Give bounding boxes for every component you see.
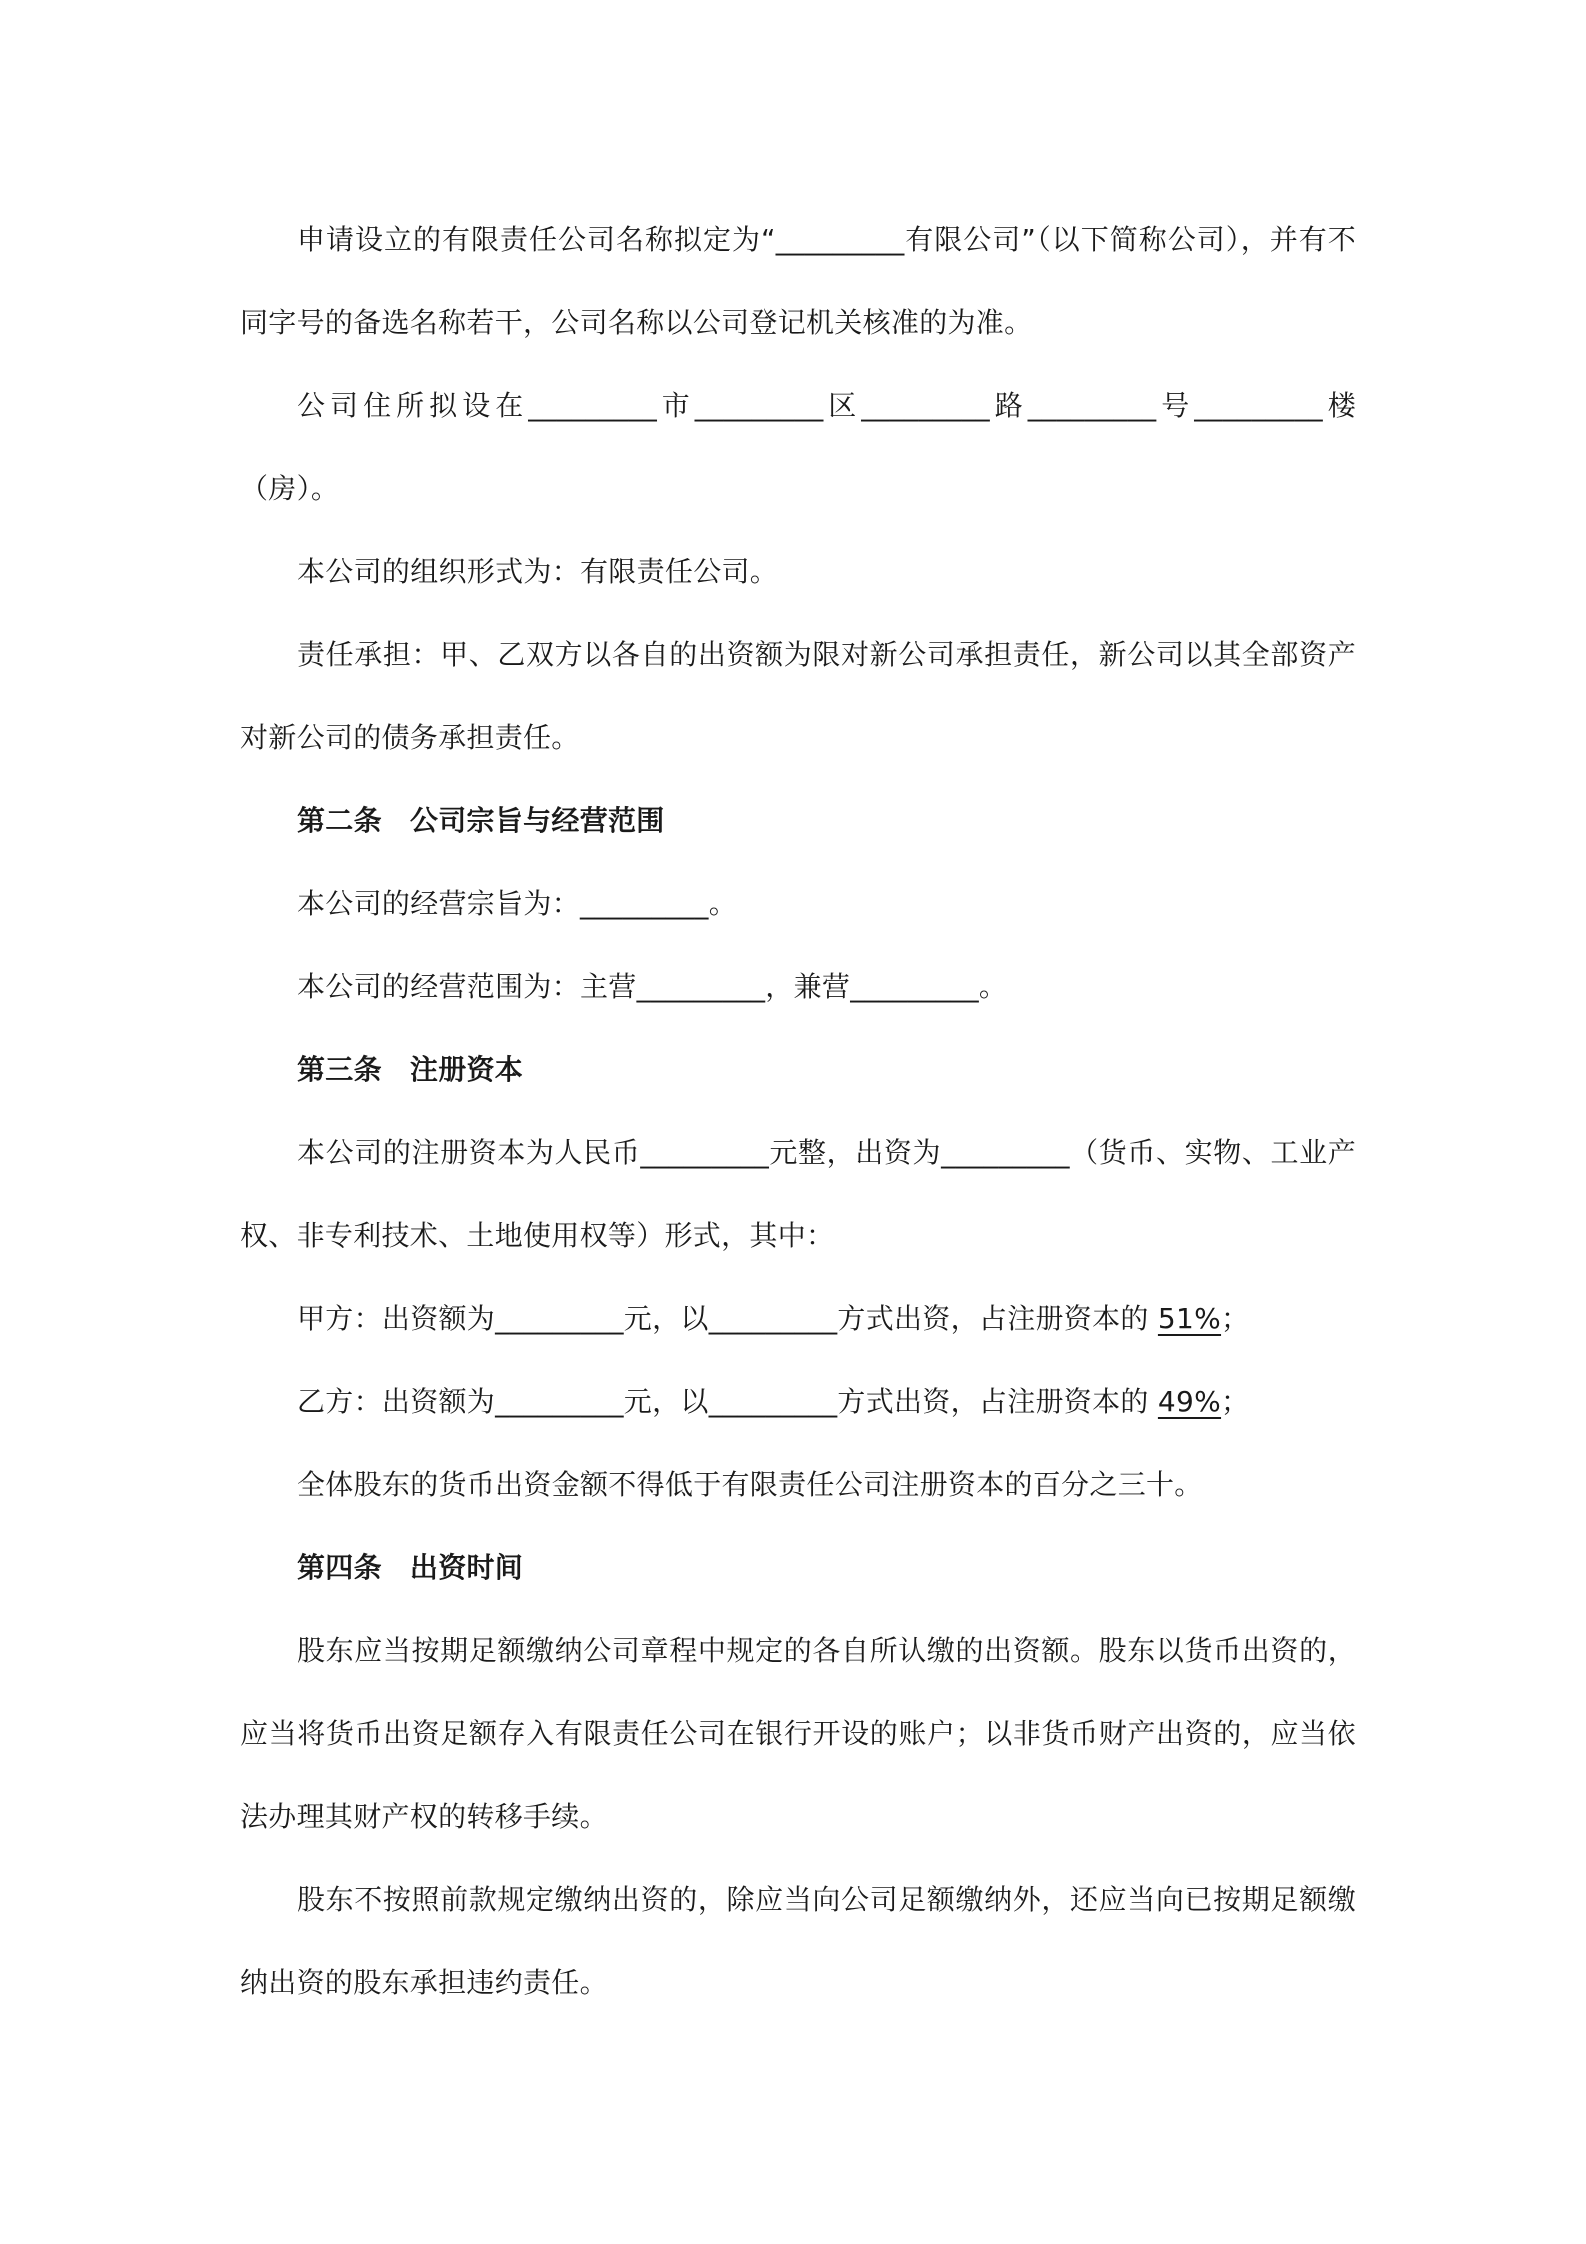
paragraph-business-scope: 本公司的经营范围为：主营_________，兼营_________。 bbox=[297, 970, 1008, 1003]
share-text: 甲方：出资额为_________元，以_________方式出资，占注册资本的 bbox=[297, 1302, 1158, 1335]
article-number: 第四条 bbox=[297, 1551, 382, 1584]
paragraph-organization-form: 本公司的组织形式为：有限责任公司。 bbox=[297, 555, 779, 588]
heading-article-3 bbox=[240, 1028, 1356, 1111]
share-percentage: 51% bbox=[1157, 1302, 1222, 1335]
heading-article-2 bbox=[240, 779, 1356, 862]
paragraph-business-purpose: 本公司的经营宗旨为：_________。 bbox=[297, 887, 738, 920]
share-end: ； bbox=[1221, 1385, 1250, 1418]
paragraph-default-liability: 股东不按照前款规定缴纳出资的，除应当向公司足额缴纳外，还应当向已按期足额缴纳出资的股东承担违约责任。 bbox=[240, 1883, 1356, 1999]
paragraph-company-name: 申请设立的有限责任公司名称拟定为“_________有限公司”（以下简称公司），并有不同字号的备选名称若干，公司名称以公司登记机关核准的为准。 bbox=[240, 223, 1356, 339]
paragraph-party-b-share bbox=[240, 1360, 1356, 1443]
heading-article-4 bbox=[240, 1526, 1356, 1609]
share-end: ； bbox=[1221, 1302, 1250, 1335]
share-text: 乙方：出资额为_________元，以_________方式出资，占注册资本的 bbox=[297, 1385, 1158, 1418]
article-title: 公司宗旨与经营范围 bbox=[409, 804, 665, 837]
paragraph-party-a-share bbox=[240, 1277, 1356, 1360]
paragraph-liability: 责任承担：甲、乙双方以各自的出资额为限对新公司承担责任，新公司以其全部资产对新公司的债务承担责任。 bbox=[240, 638, 1356, 754]
article-number: 第二条 bbox=[297, 804, 382, 837]
paragraph-registered-capital: 本公司的注册资本为人民币_________元整，出资为_________（货币、实物、工业产权、非专利技术、土地使用权等）形式，其中： bbox=[240, 1136, 1356, 1252]
article-title: 出资时间 bbox=[409, 1551, 524, 1584]
article-title: 注册资本 bbox=[409, 1053, 524, 1086]
share-percentage: 49% bbox=[1157, 1385, 1222, 1418]
article-number: 第三条 bbox=[297, 1053, 382, 1086]
paragraph-monetary-contribution: 全体股东的货币出资金额不得低于有限责任公司注册资本的百分之三十。 bbox=[297, 1468, 1203, 1501]
document-page bbox=[240, 198, 1356, 2024]
paragraph-company-address: 公司住所拟设在_________市_________区_________路_________号_________楼（房）。 bbox=[240, 389, 1356, 505]
paragraph-contribution-payment: 股东应当按期足额缴纳公司章程中规定的各自所认缴的出资额。股东以货币出资的，应当将货币出资足额存入有限责任公司在银行开设的账户；以非货币财产出资的，应当依法办理其财产权的转移手续。 bbox=[240, 1634, 1356, 1833]
